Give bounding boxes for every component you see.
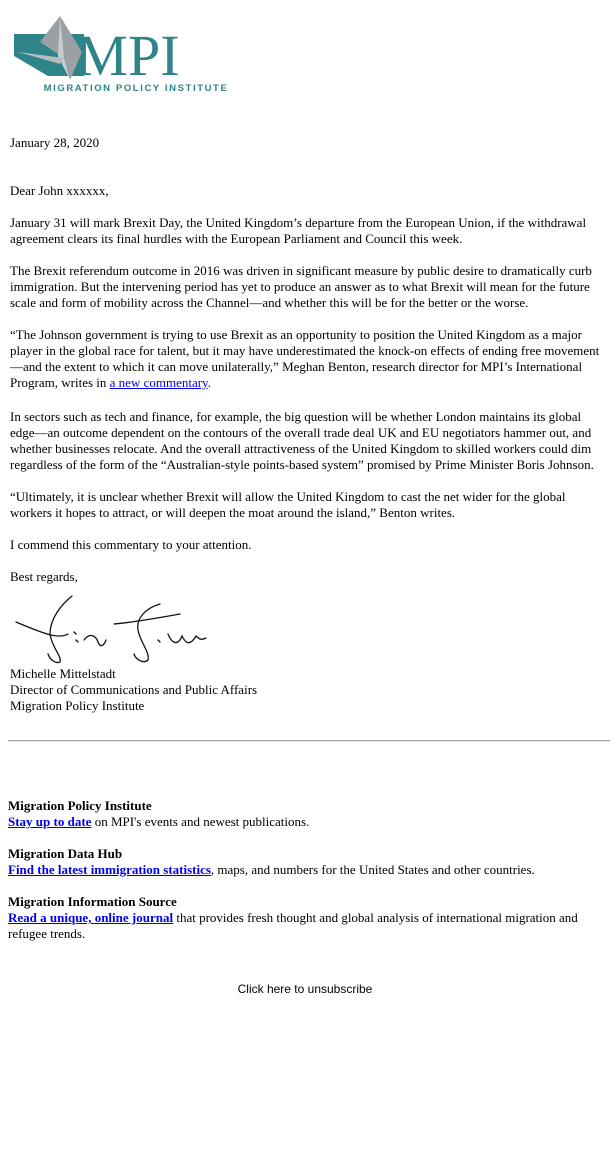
signature-graphic — [10, 588, 208, 666]
letter-paragraph-2: The Brexit referendum outcome in 2016 was driven in significant measure by public desire to dramatically curb immigration. But the intervening period has yet to produce an answer as to what Brexit will mean for the future scale and form of mobility across the Channel—and whether this will be for the better or the worse. — [10, 263, 592, 310]
letter-paragraph-6: I commend this commentary to your attention. — [10, 537, 252, 552]
footer-section-information-source — [8, 894, 602, 942]
signer-name: Michelle Mittelstadt — [10, 666, 116, 681]
handwritten-signature — [10, 588, 208, 666]
footer-section-text: , maps, and numbers for the United States and other countries. — [210, 862, 535, 877]
letter-paragraph-4: In sectors such as tech and finance, for example, the big question will be whether London maintains its global edge—an outcome dependent on the contours of the overall trade deal UK and EU negotiators hammer out, and whether businesses relocate. And the overall attractiveness of the United Kingdom to skilled workers could dim regardless of the form of the “Australian-style points-based system” promised by Prime Minister Boris Johnson. — [10, 409, 594, 472]
footer-section-title: Migration Information Source — [8, 894, 177, 909]
footer-section-text: that provides fresh thought and global analysis of international migration and refugee trends. — [8, 910, 578, 941]
letter-paragraph-1: January 31 will mark Brexit Day, the United Kingdom’s departure from the European Union, if the withdrawal agreement clears its final hurdles with the European Parliament and Council this week. — [10, 215, 587, 246]
signer-title: Director of Communications and Public Affairs — [10, 682, 258, 697]
mpi-logo-graphic — [10, 12, 250, 94]
footer-section-data-hub — [8, 846, 602, 878]
stay-up-to-date-link[interactable]: Stay up to date — [8, 814, 92, 829]
letter-closing: Best regards, — [10, 569, 78, 584]
letter-date: January 28, 2020 — [10, 135, 100, 150]
footer-section-title: Migration Data Hub — [8, 846, 123, 861]
signer-organization: Migration Policy Institute — [10, 698, 145, 713]
footer-section-mpi — [8, 798, 602, 830]
letter-paragraph-5: “Ultimately, it is unclear whether Brexit will allow the United Kingdom to cast the net wider for the global workers it hopes to attract, or will deepen the moat around the island,” Benton writes. — [10, 489, 566, 520]
para3-end: . — [207, 375, 211, 390]
letter-paragraph-3 — [10, 327, 602, 391]
logo-tagline: MIGRATION POLICY INSTITUTE — [43, 83, 229, 94]
logo-wordmark: MPI — [76, 23, 180, 88]
immigration-statistics-link[interactable]: Find the latest immigration statistics — [8, 862, 211, 877]
signature-block — [10, 666, 410, 714]
para3-text: “The Johnson government is trying to use Brexit as an opportunity to position the United Kingdom as a major player in the global race for talent, but it may have underestimated the knock-on effects of ending free movement—and the extent to which it can move unilaterally,” Meghan Benton, research director for MPI’s International Program, writes in — [10, 327, 600, 390]
footer-divider — [8, 740, 610, 742]
letter-greeting: Dear John xxxxxx, — [10, 183, 109, 198]
mpi-logo — [10, 12, 250, 94]
unsubscribe-link[interactable]: Click here to unsubscribe — [237, 982, 373, 996]
footer-section-text: on MPI's events and newest publications. — [91, 814, 310, 829]
online-journal-link[interactable]: Read a unique, online journal — [8, 910, 174, 925]
new-commentary-link[interactable]: a new commentary — [109, 375, 208, 390]
footer-section-title: Migration Policy Institute — [8, 798, 152, 813]
